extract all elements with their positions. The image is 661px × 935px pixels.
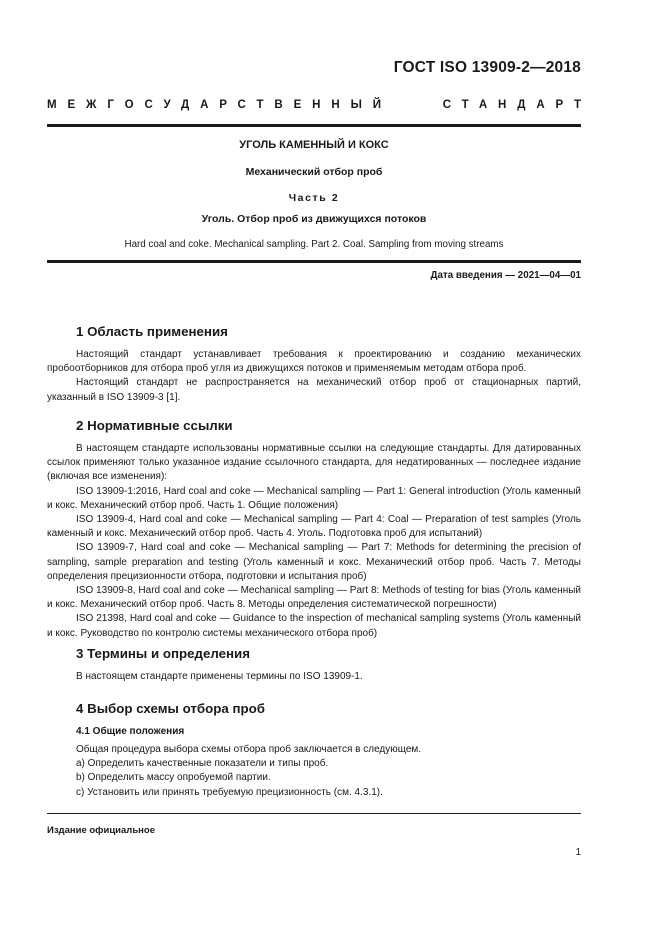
section-1-paragraph-2: Настоящий стандарт не распространяется на механический отбор проб от стационарных партий, указанный в ISO 13909-3 [1]. xyxy=(47,377,581,403)
section-3-paragraph-1: В настоящем стандарте применены термины по ISO 13909-1. xyxy=(76,671,363,682)
section-2-paragraph-1: В настоящем стандарте использованы нормативные ссылки на следующие стандарты. Для датированных ссылок применяют только указанное издание ссылочного стандарта, для недатированных — последнее издание (включая все изменения): xyxy=(47,443,581,483)
section-3-heading: 3 Термины и определения xyxy=(76,646,250,661)
standard-type-interstate: МЕЖГОСУДАРСТВЕННЫЙ xyxy=(47,99,392,111)
section-1-heading: 1 Область применения xyxy=(76,324,228,339)
list-item: c) Установить или принять требуемую прецизионность (см. 4.3.1). xyxy=(76,786,383,798)
list-item: a) Определить качественные показатели и типы проб. xyxy=(76,758,329,770)
normative-reference: ISO 21398, Hard coal and coke — Guidance to the inspection of mechanical sampling systems (Уголь каменный и кокс. Руководство по контролю системы механического отбора проб) xyxy=(47,613,581,639)
document-title: УГОЛЬ КАМЕННЫЙ И КОКС xyxy=(239,139,389,151)
section-4-1-heading: 4.1 Общие положения xyxy=(76,726,185,737)
normative-reference: ISO 13909-7, Hard coal and coke — Mechanical sampling — Part 7: Methods for determining the precision of sampling, sample preparation and testing (Уголь каменный и кокс. Механический отбор проб. Часть 7. Методы определения прецизионности отбора, подготовки и испытания проб) xyxy=(47,542,581,582)
normative-reference: ISO 13909-1:2016, Hard coal and coke — Mechanical sampling — Part 1: General introduction (Уголь каменный и кокс. Механический отбор проб. Часть 1. Общие положения) xyxy=(47,485,581,511)
introduction-date: Дата введения — 2021—04—01 xyxy=(430,270,581,281)
official-edition-label: Издание официальное xyxy=(47,825,155,836)
page-number: 1 xyxy=(575,847,581,858)
document-part: Часть 2 xyxy=(288,192,340,204)
document-part-title: Уголь. Отбор проб из движущихся потоков xyxy=(201,213,427,225)
title-rule xyxy=(47,260,581,263)
section-4-1-paragraph: Общая процедура выбора схемы отбора проб заключается в следующем. xyxy=(76,744,422,755)
section-2-heading: 2 Нормативные ссылки xyxy=(76,418,233,433)
section-4-heading: 4 Выбор схемы отбора проб xyxy=(76,701,265,716)
header-rule xyxy=(47,124,581,127)
document-subtitle: Механический отбор проб xyxy=(245,166,383,178)
normative-reference: ISO 13909-4, Hard coal and coke — Mechanical sampling — Part 4: Coal — Preparation of test samples (Уголь каменный и кокс. Механический отбор проб. Часть 4. Уголь. Подготовка проб для испытаний) xyxy=(47,514,581,540)
standard-code: ГОСТ ISO 13909-2—2018 xyxy=(393,59,581,76)
standard-type-standard: СТАНДАРТ xyxy=(442,99,592,111)
footer-rule xyxy=(47,813,581,814)
section-1-paragraph-1: Настоящий стандарт устанавливает требования к проектированию и созданию механических пробоотборников для отбора проб угля из движущихся потоков и применяемым методам отбора проб. xyxy=(47,349,581,375)
normative-reference: ISO 13909-8, Hard coal and coke — Mechanical sampling — Part 8: Methods of testing for bias (Уголь каменный и кокс. Механический отбор проб. Часть 8. Методы определения систематической погрешности) xyxy=(47,585,581,611)
document-english-title: Hard coal and coke. Mechanical sampling. Part 2. Coal. Sampling from moving streams xyxy=(124,239,504,250)
list-item: b) Определить массу опробуемой партии. xyxy=(76,772,271,784)
